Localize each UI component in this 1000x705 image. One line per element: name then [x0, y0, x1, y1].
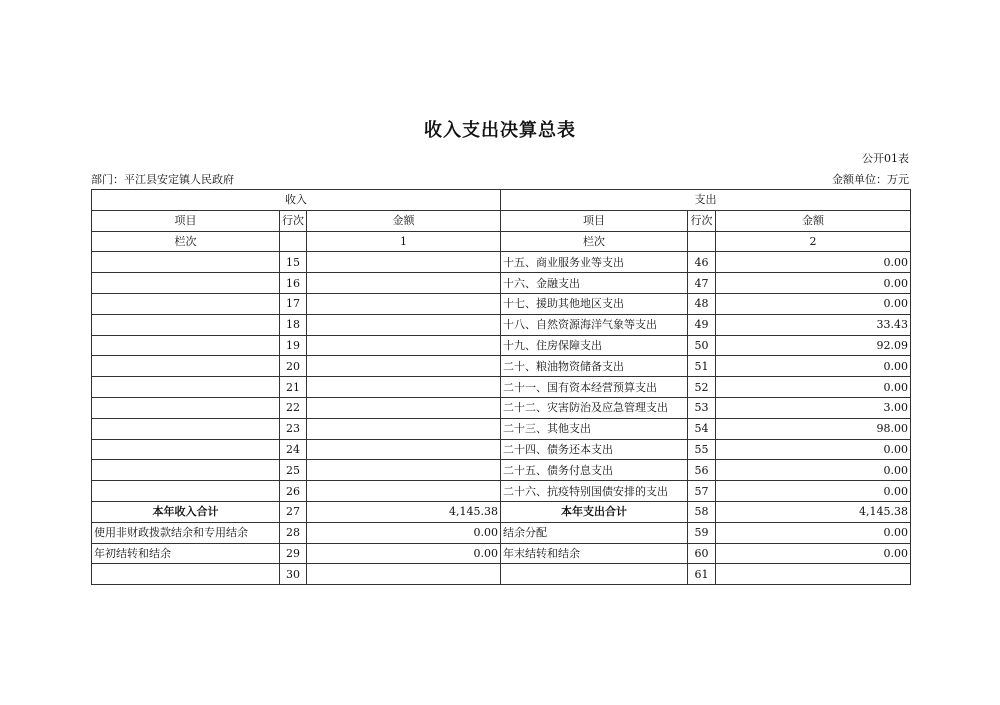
expense-amount-cell: 0.00 [716, 273, 911, 294]
income-item-cell: 年初结转和结余 [92, 543, 280, 564]
expense-line-no-header: 行次 [688, 210, 716, 231]
expense-amount-cell: 0.00 [716, 522, 911, 543]
income-item-cell [92, 293, 280, 314]
table-row [92, 418, 911, 439]
expense-line-no-cell: 56 [688, 460, 716, 481]
income-amount-header: 金额 [307, 210, 501, 231]
expense-line-no-cell: 49 [688, 314, 716, 335]
expense-item-cell: 结余分配 [501, 522, 688, 543]
income-line-no-cell: 23 [280, 418, 307, 439]
table-row [92, 377, 911, 398]
table-row [92, 397, 911, 418]
income-item-cell [92, 335, 280, 356]
form-number: 公开01表 [862, 152, 909, 165]
income-item-cell [92, 564, 280, 585]
income-line-no-cell: 29 [280, 543, 307, 564]
table-row [92, 543, 911, 564]
expense-column-number: 2 [716, 231, 911, 252]
income-amount-cell [307, 481, 501, 502]
income-amount-cell [307, 418, 501, 439]
income-item-cell [92, 356, 280, 377]
expense-section-header: 支出 [501, 190, 911, 211]
expense-line-no-cell: 46 [688, 252, 716, 273]
income-amount-cell [307, 314, 501, 335]
income-amount-cell [307, 356, 501, 377]
expense-amount-cell: 0.00 [716, 481, 911, 502]
income-item-cell [92, 460, 280, 481]
income-amount-cell: 0.00 [307, 543, 501, 564]
table-row [92, 460, 911, 481]
table-row [92, 273, 911, 294]
expense-column-label: 栏次 [501, 231, 688, 252]
income-amount-cell: 0.00 [307, 522, 501, 543]
income-line-no-cell: 24 [280, 439, 307, 460]
income-line-no-cell: 15 [280, 252, 307, 273]
table-row [92, 564, 911, 585]
total-row [92, 501, 911, 522]
expense-item-cell: 十六、金融支出 [501, 273, 688, 294]
expense-item-cell: 二十三、其他支出 [501, 418, 688, 439]
table-row [92, 522, 911, 543]
expense-amount-cell: 33.43 [716, 314, 911, 335]
expense-amount-cell: 0.00 [716, 439, 911, 460]
table-row [92, 335, 911, 356]
expense-amount-cell: 0.00 [716, 460, 911, 481]
expense-item-cell: 十九、住房保障支出 [501, 335, 688, 356]
expense-item-cell: 二十六、抗疫特别国债安排的支出 [501, 481, 688, 502]
income-amount-cell [307, 335, 501, 356]
expense-item-cell: 二十四、债务还本支出 [501, 439, 688, 460]
expense-line-no-cell: 47 [688, 273, 716, 294]
expense-amount-cell: 0.00 [716, 293, 911, 314]
income-amount-cell [307, 439, 501, 460]
expense-item-cell: 二十、粮油物资储备支出 [501, 356, 688, 377]
income-amount-cell [307, 460, 501, 481]
income-line-no-cell: 26 [280, 481, 307, 502]
table-row [92, 439, 911, 460]
income-expense-table [91, 189, 911, 585]
expense-line-no-cell: 51 [688, 356, 716, 377]
section-header-row [92, 190, 911, 211]
income-item-cell [92, 252, 280, 273]
income-amount-cell [307, 273, 501, 294]
income-line-no-cell: 28 [280, 522, 307, 543]
table-row [92, 356, 911, 377]
income-line-no-cell: 19 [280, 335, 307, 356]
expense-item-cell [501, 564, 688, 585]
income-line-no-cell: 22 [280, 397, 307, 418]
expense-amount-cell: 0.00 [716, 377, 911, 398]
income-line-no-header: 行次 [280, 210, 307, 231]
expense-item-header: 项目 [501, 210, 688, 231]
income-item-cell [92, 314, 280, 335]
expense-item-cell: 年末结转和结余 [501, 543, 688, 564]
expense-amount-cell [716, 564, 911, 585]
expense-amount-cell: 3.00 [716, 397, 911, 418]
income-item-cell [92, 273, 280, 294]
expense-line-no-cell: 53 [688, 397, 716, 418]
expense-item-cell: 十八、自然资源海洋气象等支出 [501, 314, 688, 335]
expense-line-no-cell: 55 [688, 439, 716, 460]
expense-amount-cell: 98.00 [716, 418, 911, 439]
income-line-no-cell: 30 [280, 564, 307, 585]
expense-line-no-cell: 52 [688, 377, 716, 398]
expense-line-no-cell: 48 [688, 293, 716, 314]
expense-line-no-cell: 58 [688, 501, 716, 522]
expense-line-no-cell: 61 [688, 564, 716, 585]
income-amount-cell [307, 397, 501, 418]
income-line-no-cell: 17 [280, 293, 307, 314]
expense-line-no-cell: 50 [688, 335, 716, 356]
income-amount-cell: 4,145.38 [307, 501, 501, 522]
income-item-cell [92, 418, 280, 439]
expense-amount-cell: 4,145.38 [716, 501, 911, 522]
income-line-no-cell: 27 [280, 501, 307, 522]
expense-item-cell: 本年支出合计 [501, 501, 688, 522]
expense-line-no-cell: 59 [688, 522, 716, 543]
income-line-no-cell: 21 [280, 377, 307, 398]
income-amount-cell [307, 252, 501, 273]
income-line-no-blank [280, 231, 307, 252]
expense-line-no-cell: 57 [688, 481, 716, 502]
department-label: 部门：平江县安定镇人民政府 [91, 173, 234, 186]
expense-line-no-cell: 54 [688, 418, 716, 439]
expense-item-cell: 二十二、灾害防治及应急管理支出 [501, 397, 688, 418]
expense-item-cell: 二十五、债务付息支出 [501, 460, 688, 481]
expense-amount-cell: 0.00 [716, 543, 911, 564]
income-amount-cell [307, 377, 501, 398]
table-row [92, 252, 911, 273]
expense-amount-cell: 92.09 [716, 335, 911, 356]
page-title: 收入支出决算总表 [424, 120, 576, 141]
table-row [92, 481, 911, 502]
income-item-cell [92, 377, 280, 398]
income-item-cell [92, 397, 280, 418]
table-row [92, 293, 911, 314]
income-amount-cell [307, 293, 501, 314]
income-item-cell [92, 439, 280, 460]
income-line-no-cell: 25 [280, 460, 307, 481]
expense-item-cell: 十七、援助其他地区支出 [501, 293, 688, 314]
income-amount-cell [307, 564, 501, 585]
expense-item-cell: 二十一、国有资本经营预算支出 [501, 377, 688, 398]
income-line-no-cell: 16 [280, 273, 307, 294]
amount-unit-label: 金额单位：万元 [832, 173, 909, 186]
expense-amount-cell: 0.00 [716, 356, 911, 377]
expense-line-no-blank [688, 231, 716, 252]
table-row [92, 314, 911, 335]
expense-amount-cell: 0.00 [716, 252, 911, 273]
income-section-header: 收入 [92, 190, 501, 211]
income-line-no-cell: 20 [280, 356, 307, 377]
income-column-label: 栏次 [92, 231, 280, 252]
income-line-no-cell: 18 [280, 314, 307, 335]
income-item-cell [92, 481, 280, 502]
income-item-cell: 使用非财政拨款结余和专用结余 [92, 522, 280, 543]
expense-line-no-cell: 60 [688, 543, 716, 564]
column-header-row [92, 210, 911, 231]
income-item-cell: 本年收入合计 [92, 501, 280, 522]
expense-amount-header: 金额 [716, 210, 911, 231]
income-item-header: 项目 [92, 210, 280, 231]
income-column-number: 1 [307, 231, 501, 252]
column-index-row [92, 231, 911, 252]
expense-item-cell: 十五、商业服务业等支出 [501, 252, 688, 273]
